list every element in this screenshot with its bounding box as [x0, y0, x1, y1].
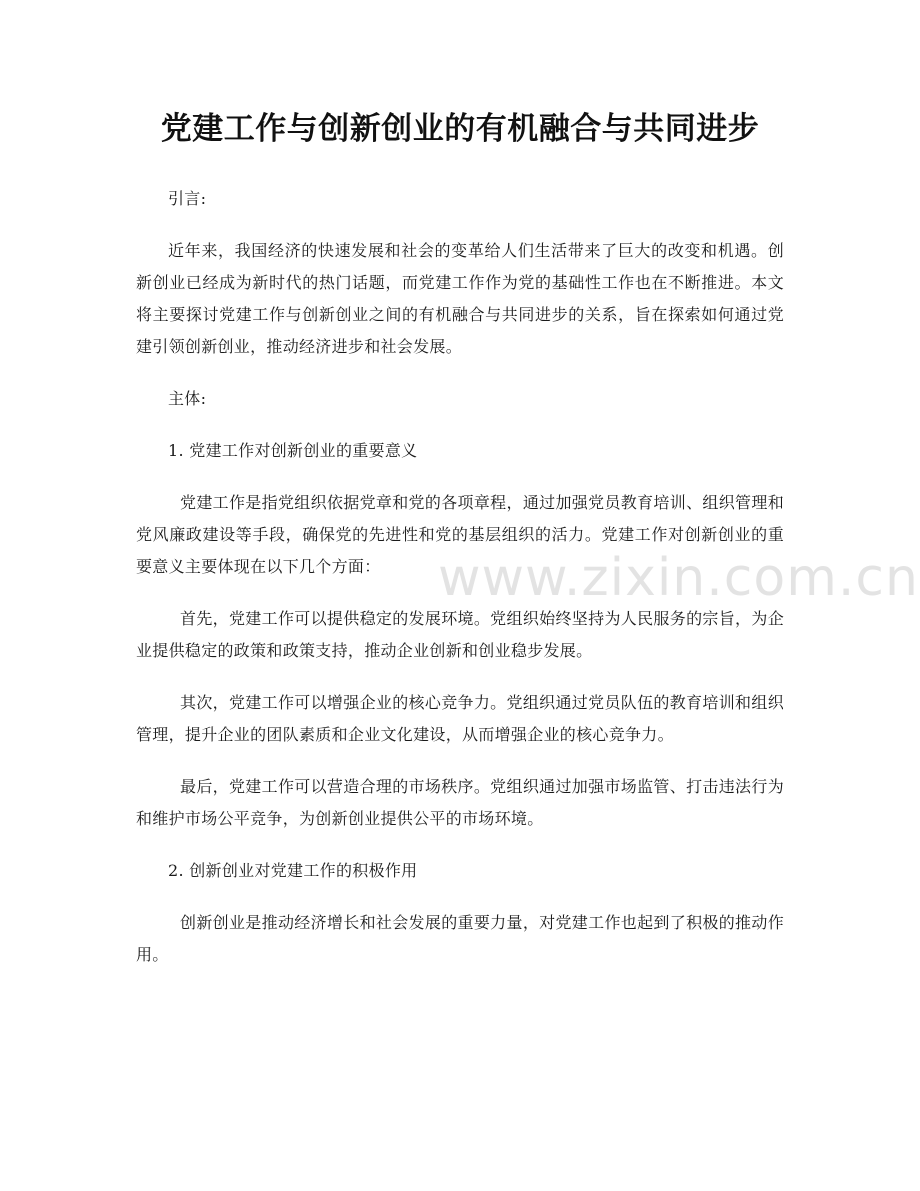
watermark: www.zixin.com.cn: [438, 548, 919, 608]
document-body: [136, 183, 784, 971]
paragraph-section2-intro: 创新创业是推动经济增长和社会发展的重要力量，对党建工作也起到了积极的推动作用。: [136, 913, 784, 964]
paragraph-second: 其次，党建工作可以增强企业的核心竞争力。党组织通过党员队伍的教育培训和组织管理，提升企业的团队素质和企业文化建设，从而增强企业的核心竞争力。: [136, 693, 784, 744]
paragraph-intro: 近年来，我国经济的快速发展和社会的变革给人们生活带来了巨大的改变和机遇。创新创业已经成为新时代的热门话题，而党建工作作为党的基础性工作也在不断推进。本文将主要探讨党建工作与创新创业之间的有机融合与共同进步的关系，旨在探索如何通过党建引领创新创业，推动经济进步和社会发展。: [136, 241, 784, 356]
section-heading-2: 2. 创新创业对党建工作的积极作用: [168, 861, 418, 880]
paragraph-last: 最后，党建工作可以营造合理的市场秩序。党组织通过加强市场监管、打击违法行为和维护市场公平竞争，为创新创业提供公平的市场环境。: [136, 777, 784, 828]
document-title: 党建工作与创新创业的有机融合与共同进步: [160, 111, 760, 147]
section-heading-1: 1. 党建工作对创新创业的重要意义: [168, 441, 418, 460]
paragraph-intro-label: 引言:: [168, 189, 207, 208]
paragraph-first: 首先，党建工作可以提供稳定的发展环境。党组织始终坚持为人民服务的宗旨，为企业提供稳定的政策和政策支持，推动企业创新和创业稳步发展。: [136, 609, 784, 660]
paragraph-main-label: 主体:: [168, 389, 207, 408]
paragraph-section1-intro: 党建工作是指党组织依据党章和党的各项章程，通过加强党员教育培训、组织管理和党风廉政建设等手段，确保党的先进性和党的基层组织的活力。党建工作对创新创业的重要意义主要体现在以下几个方面：: [136, 493, 784, 576]
